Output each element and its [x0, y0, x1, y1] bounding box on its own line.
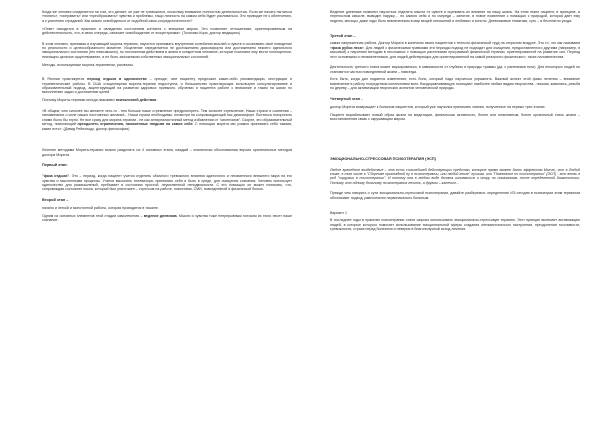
paragraph: В этом человек, принимая и изучающий морита-терапию, научится принимать внутренние колебания мыслей и чувств и осознавать своё поведение по реальности и целесообразности моменте. Исцеление определяется не достижением дискомфорта или достижением некоего идеального эмоционального состояния (это невозможно), но постоянным действием в жизни в конкретном человеке, которые помогают ему вести полноценное, неизящно-цельное существование, и не быть заложником собственных эмоциональных состояний.	[42, 41, 292, 59]
bold-term: преодолеть ограничения, наложенные людьми на самих себя	[77, 122, 193, 127]
paragraph: Есть быть, когда дал подается изменению; есть боль, который надо научиться упражнять. Важный аспект этой фазы лечения – внимание вовлечение в работу посредством коллективом всех. Выздоравливающую посещают наиболее любые видим творчества - письма, живопись, резьба по дереву – для активизации творческих аспектов человеческой природы.	[330, 77, 580, 91]
paragraph: В последнее годы в практике психотерапии стали широко использовать эмоционально-стрессовую терапию. Этот принцип включает активизацию людей, в которые которого помогает использование эмоциональной сферы создания оптимистического настроения, преодоления тоскливости, тревожности, страха перед болезнью и неверия в благополучный исход лечения.	[330, 218, 580, 232]
text-run: Поэтому Морита-терапию иногда называют	[42, 98, 116, 103]
stage-heading: Четвертый этап -	[330, 96, 363, 101]
text-run: самая напряженная работа. Доктор Морита в конечном своих пациентов к телесно-физической труд на открытом воздухе. Это то, что мы называем «	[330, 41, 580, 50]
bold-term: "фаза отдыха"	[42, 174, 70, 179]
bold-term: психологией действия	[115, 98, 157, 103]
stage-heading: Третий этап –	[330, 33, 356, 38]
paragraph: Ведение дневника позволит научиться отделить мысли от чувств и оценивать их влияние на нашу жизнь. На этом этапе пациент, в принципе, в переносном смысле, выводит наружу… но самого себя и по очереди – занятие, в новое появление с помощью с природой, которая дает ему неделю, месяцы, даже годы быть вовлеченным в мир вещей отношений и любимых и консты. Дневниковые тематики, суть – в бесплатно ухода.	[330, 10, 580, 23]
text-run: «В общем, чем сильнее вы желаете чего-то - тем больше наше стремление предусмотреть. Тем сильнее стремление. Наши страхи и сомнения – напоминание о силе наших постоянных желаний... Наши страхи необходимы, несмотря на сопровождающий нас дискомфорт. Пытаться похоронить сними было бы глупо. Не все сразу для морита-терапии - не как антиреалистичный метод избавления от "симптомов". Скорее, это образовательный метод, помогающий	[42, 108, 292, 127]
paragraph	[42, 77, 292, 95]
stage-heading: Первый этап:	[42, 163, 68, 168]
text-run: . С помощью морита мы учимся принимать себя такими, какие есть». (Дэвид Рейнольдс, доктор философии)	[42, 122, 292, 131]
paragraph	[42, 98, 292, 102]
variant-heading: Вариант 1	[330, 210, 348, 215]
text-run: ». Для людей с физическими травмами эти периоды подход не подходит для очищения, предоставленного другими (например, в кассовой) к научению методам в несложных с помощью растениями программой физической терапии, ориентированной на развитие сил. Период этот основными и неизмененными, для людей действующих для ориентированной на самой реального физического, таких паломничества.	[330, 45, 580, 59]
text-run: . Мысли и чувства тоже непрерывным потоком из этого несет наше сознание.	[42, 213, 293, 223]
paragraph: доктор Морита возвращает к больным пациентов, который уже научился принимать знания, полученные на первых трех этапах.	[330, 104, 546, 109]
paragraph: Когда же человек соединяется на том, что делает, он уже не тревожится, поскольку внимание полностью деятельностью. Если же начать пытаться «понять», «исправить» или «преобразовать» чувства и проблемы, тащи личность на самом себя будет усиливаться. Это приводит не к облегчению, а к усилению страданий. Как можно освободиться от подобной само-сосредоточенности?	[42, 10, 292, 23]
bold-term: ведение дневника	[143, 213, 177, 218]
left-column	[42, 10, 292, 226]
paragraph: Лечение методами Морита-терапии можно разделить на 4 основных этапа, каждый – клинически обоснованная версия оригинальных методов доктора Морита.	[42, 148, 292, 157]
paragraph	[42, 214, 292, 223]
bold-term: период отдыха в одиночестве	[87, 77, 147, 82]
text-run: . Это – период, когда пациент учится отделять обычного тревожного влияния одиночного и неизменного внешнего мира на его чувства и мысленными процессы. Учится высыпать телевизора, принимать себя и быть в среде, для очищения сознания. Человек использует одиночество для размышлений, пребывает в состоянии простой, неумственной неподвижности. С его помощью он может понимать, что, сопровождая состояние покоя, который был уничтожен – стрессом на работе, новостями, СМИ, повседневной и физической болью.	[42, 174, 292, 192]
paragraph	[330, 41, 580, 59]
text-run: В Японии практикуется	[42, 77, 88, 82]
text-run: Одним из основных элементов этой стадии самолечения –	[42, 213, 144, 218]
paragraph: Деятельность третьего этапа может варьироваться, в зависимости от глубины и природы травмы (да, с ранениями ноги). Для некоторых людей он становится частью повседневной жизни – навсегда.	[330, 65, 580, 74]
section-heading: ЭМОЦИОНАЛЬНО-СТРЕССОВАЯ ПСИХОТЕРАПИЯ (ЭСП)	[330, 156, 436, 161]
stage-heading: Второй этап –	[42, 198, 69, 203]
text-run: – прежде, чем пациенту предложат какие-либо рекомендации, инструкции и терапевтические работы. В США стационарная морита-терапия недоступна, и большинство практикующих используют консультирование и образовательный подход, акцентирующий на развитии здоровых привычек, обучении и пациента работе с внимание и таким на шагах по выполнению задач и достижению целей.	[42, 77, 292, 95]
paragraph	[42, 174, 292, 192]
quote-paragraph: «Ответ находится в практике и овладении состоянием контакта с внешним миром. Это позволяет отношениям, ориентированным на действительность, что, в свою очередь, означает освобождение от эгоцентризма». (Тосихико Кора, доктор медицины)	[42, 26, 292, 35]
quote-paragraph	[42, 109, 292, 131]
paragraph: Методы, используемые морита-терапевтом, различны.	[42, 62, 134, 67]
paragraph: Пациент вырабатывает новый образ жизни на медитации, физическая активность, более или неактивным, более органичный стиль жизни – восстановления связь с окружающим миром.	[330, 112, 580, 121]
paragraph: начало и легкой и монотонной работы, которая проводится в тишине.	[42, 206, 159, 211]
right-column	[330, 10, 580, 235]
paragraph: Прежде чем говорить о сути эмоционально-стрессовой психотерапии, давайте разберемся: определение ИЭ сегодня в психиатрии этим термином обозначают подход, равнозначно первоначально больным.	[330, 191, 580, 200]
bold-term: фаза рубки леса	[332, 45, 362, 50]
italic-paragraph: Любое врачебное воздействие – это есть сильнейшей действующих средство, которое прямо может быть эффектом Мысль, что в Любой книге, в том числе в "Сборнике прикладной ну в психотерапии, или любой книге" лучшая, или "Пожелание по психотерапии" (ЭСП) - это вновь в род "хирургии в психотерапии". И потому она в любом виде должна изливаться и опору по показаниям, после определенной диагностики. Потому что одному больному психотерапия лечить, а другим – калечит…	[330, 167, 580, 185]
